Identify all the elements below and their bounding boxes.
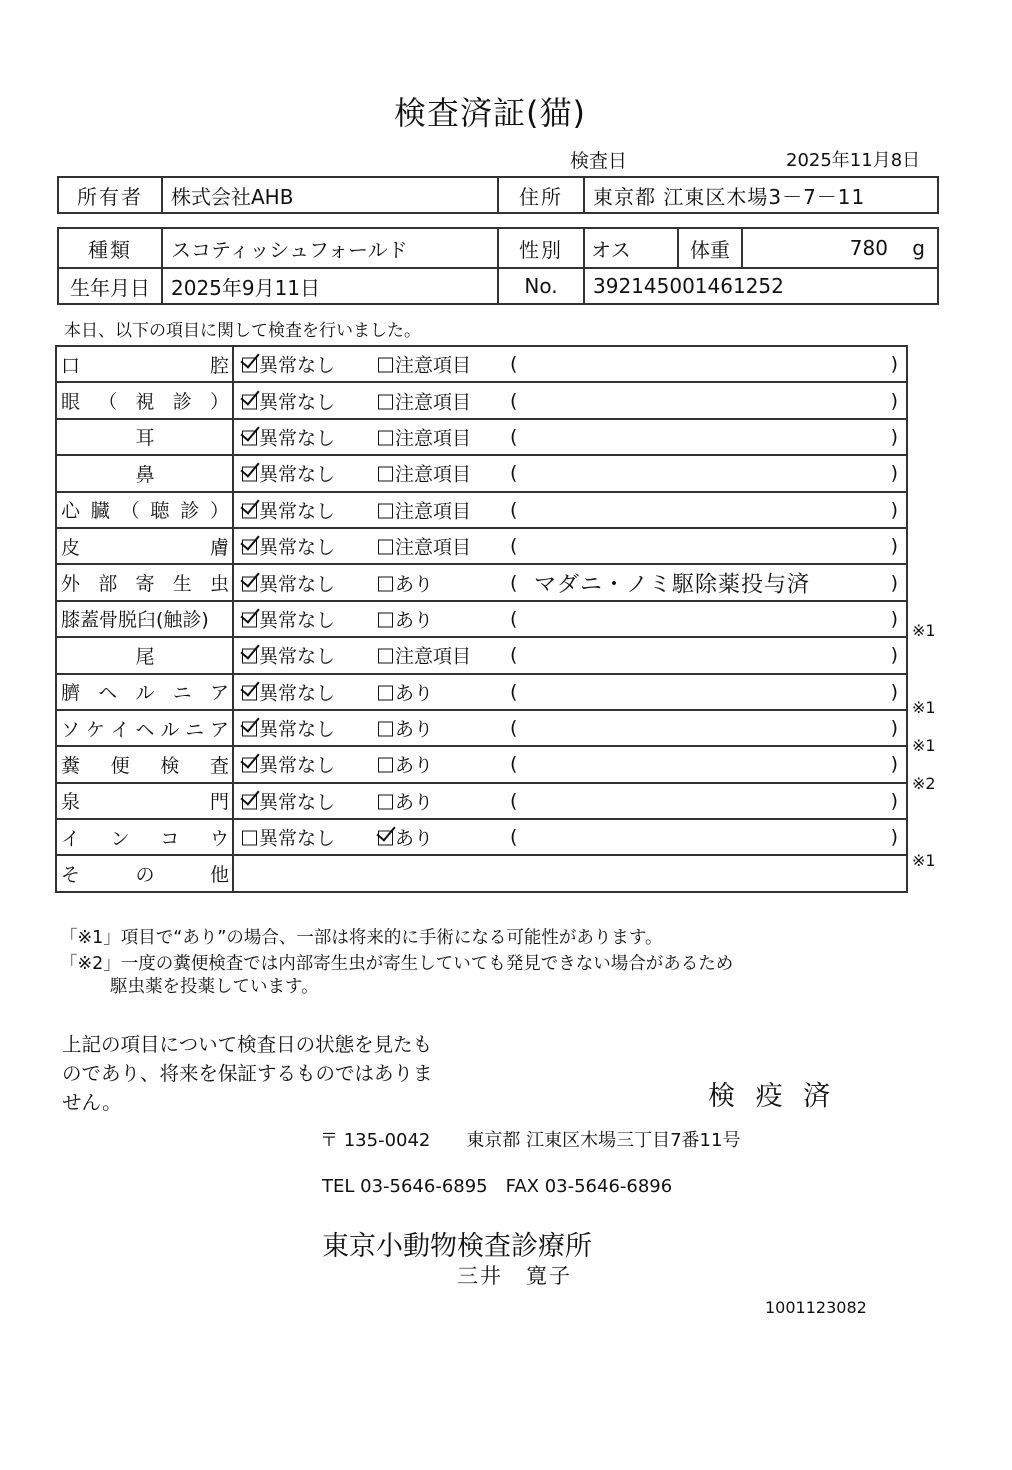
exam-item-char: 鼻	[135, 463, 155, 486]
checkbox-icon	[242, 831, 257, 846]
option-abnormal-label: 注意項目	[395, 500, 472, 523]
animal-table	[57, 227, 939, 305]
exam-item-char: ル	[135, 682, 155, 705]
exam-item-label	[56, 564, 233, 600]
exam-row	[56, 492, 907, 528]
footnote-2-line-1: 「※2」一度の糞便検査では内部寄生虫が寄生していても発見できない場合があるため	[60, 954, 734, 974]
exam-item-char: ル	[160, 718, 180, 741]
footnote-mark: ※1	[912, 736, 936, 755]
exam-item-char: 糞	[61, 754, 81, 777]
exam-item-char: 虫	[209, 573, 229, 596]
exam-item-label	[56, 528, 233, 564]
paren-open: (	[510, 826, 518, 849]
exam-result	[233, 819, 907, 855]
birth-value: 2025年9月11日	[162, 268, 498, 304]
option-abnormal-label: あり	[395, 754, 434, 777]
checkbox-icon	[378, 794, 393, 809]
option-normal-label: 異常なし	[259, 754, 336, 777]
option-normal	[242, 824, 335, 851]
exam-item-char: 口	[61, 354, 81, 377]
checkbox-icon	[242, 612, 257, 627]
exam-item-char: 部	[98, 573, 118, 596]
clinic-name: 東京小動物検査診療所	[322, 1231, 592, 1262]
exam-row	[56, 419, 907, 455]
exam-row	[56, 601, 907, 637]
exam-item-char: ニ	[172, 682, 192, 705]
checkbox-icon	[378, 467, 393, 482]
footnote-1: 「※1」項目で“あり”の場合、一部は将来的に手術になる可能性があります。	[60, 928, 663, 948]
option-normal-label: 異常なし	[259, 391, 336, 414]
option-normal	[242, 678, 335, 705]
breed-value: スコティッシュフォールド	[162, 228, 498, 268]
exam-item-label	[56, 637, 233, 673]
exam-row	[56, 746, 907, 782]
exam-item-char: ン	[110, 827, 130, 850]
exam-result	[233, 746, 907, 782]
checkbox-icon	[242, 685, 257, 700]
exam-item-char: 臍	[61, 682, 81, 705]
exam-item-char: 膝蓋骨脱臼(触診)	[61, 609, 209, 632]
option-abnormal-label: 注意項目	[395, 645, 472, 668]
exam-result	[233, 674, 907, 710]
option-abnormal	[378, 751, 433, 778]
option-abnormal	[378, 569, 433, 596]
exam-item-char: 検	[160, 754, 180, 777]
exam-item-label	[56, 492, 233, 528]
exam-item-char: 門	[209, 791, 229, 814]
checkbox-icon	[378, 722, 393, 737]
option-abnormal-label: 注意項目	[395, 536, 472, 559]
clinic-address: 〒 135-0042 東京都 江東区木場三丁目7番11号	[320, 1130, 741, 1151]
exam-item-char: 診	[172, 391, 192, 414]
exam-item-char: 泉	[61, 791, 81, 814]
option-abnormal-label: あり	[395, 609, 434, 632]
footnote-mark: ※1	[912, 850, 936, 870]
paren-close: )	[890, 680, 898, 703]
exam-item-char: ケ	[85, 718, 105, 741]
option-abnormal	[378, 787, 433, 814]
option-normal-label: 異常なし	[259, 791, 336, 814]
option-normal-label: 異常なし	[259, 718, 336, 741]
checkbox-icon	[378, 576, 393, 591]
option-normal	[242, 642, 335, 669]
checkbox-icon	[378, 540, 393, 555]
paren-open: (	[510, 425, 518, 448]
footnote-mark: ※1	[912, 697, 936, 717]
option-normal	[242, 715, 335, 742]
exam-result	[233, 783, 907, 819]
exam-item-char: 便	[110, 754, 130, 777]
exam-item-char: 皮	[61, 536, 81, 559]
exam-result	[233, 455, 907, 491]
exam-row	[56, 346, 907, 382]
exam-row	[56, 710, 907, 746]
paren-open: (	[510, 753, 518, 776]
exam-item-char: ヘ	[135, 718, 155, 741]
checkbox-icon	[242, 758, 257, 773]
exam-item-label	[56, 819, 233, 855]
option-abnormal-label: 注意項目	[395, 354, 472, 377]
intro-text: 本日、以下の項目に関して検査を行いました。	[64, 321, 421, 341]
option-normal	[242, 569, 335, 596]
exam-row	[56, 528, 907, 564]
exam-result	[233, 346, 907, 382]
option-normal	[242, 387, 335, 414]
checkbox-icon	[242, 430, 257, 445]
checkbox-icon	[378, 430, 393, 445]
checkbox-icon	[378, 612, 393, 627]
checkbox-icon	[242, 358, 257, 373]
breed-label: 種類	[58, 228, 162, 268]
exam-item-char: イ	[110, 718, 130, 741]
microchip-number: 392145001461252	[584, 268, 938, 304]
exam-item-char: ニ	[185, 718, 205, 741]
exam-result	[233, 528, 907, 564]
exam-result	[233, 564, 907, 600]
option-abnormal	[378, 387, 471, 414]
checkbox-icon	[378, 685, 393, 700]
paren-open: (	[510, 644, 518, 667]
option-normal-label: 異常なし	[259, 500, 336, 523]
document-number: 1001123082	[765, 1298, 867, 1317]
footnote-mark: ※1	[912, 621, 936, 641]
paren-close: )	[890, 753, 898, 776]
option-normal	[242, 496, 335, 523]
option-abnormal	[378, 351, 471, 378]
exam-item-label	[56, 710, 233, 746]
exam-item-char: ）	[209, 500, 229, 523]
exam-item-char: 腔	[209, 354, 229, 377]
paren-close: )	[890, 389, 898, 412]
option-normal	[242, 460, 335, 487]
checkbox-icon	[242, 649, 257, 664]
exam-item-char: 寄	[135, 573, 155, 596]
paren-close: )	[890, 571, 898, 594]
checkbox-icon	[242, 467, 257, 482]
exam-item-char: ）	[209, 391, 229, 414]
option-normal-label: 異常なし	[259, 463, 336, 486]
option-abnormal-label: 注意項目	[395, 463, 472, 486]
exam-item-char: 聴	[150, 500, 170, 523]
option-normal	[242, 605, 335, 632]
option-normal-label: 異常なし	[259, 827, 336, 850]
paren-close: )	[890, 644, 898, 667]
clinic-contact: TEL 03-5646-6895 FAX 03-5646-6896	[322, 1176, 673, 1197]
footnote-mark: ※2	[912, 774, 936, 794]
exam-item-char: イ	[61, 827, 81, 850]
other-notes	[233, 855, 907, 891]
paren-close: )	[890, 789, 898, 812]
exam-row-other	[56, 855, 907, 891]
exam-item-char: （	[98, 391, 118, 414]
option-abnormal-label: あり	[395, 827, 434, 850]
exam-result	[233, 637, 907, 673]
paren-open: (	[510, 498, 518, 521]
option-normal-label: 異常なし	[259, 427, 336, 450]
owner-table	[57, 176, 939, 214]
exam-item-char: （	[120, 500, 140, 523]
exam-result	[233, 601, 907, 637]
exam-item-char: 膚	[209, 536, 229, 559]
option-normal	[242, 351, 335, 378]
weight-label: 体重	[679, 229, 743, 267]
exam-result	[233, 419, 907, 455]
paren-open: (	[510, 607, 518, 630]
sex-label: 性別	[498, 228, 584, 268]
exam-item-char: 尾	[135, 645, 155, 668]
exam-date-label: 検査日	[570, 150, 628, 172]
exam-item-char: ア	[209, 718, 229, 741]
exam-result	[233, 382, 907, 418]
option-abnormal-label: あり	[395, 718, 434, 741]
exam-row	[56, 564, 907, 600]
checkbox-icon	[242, 503, 257, 518]
option-normal-label: 異常なし	[259, 609, 336, 632]
checkbox-icon	[242, 576, 257, 591]
checkbox-icon	[378, 358, 393, 373]
weight-value: 780	[849, 236, 888, 260]
exam-item-char: コ	[160, 827, 180, 850]
option-normal-label: 異常なし	[259, 354, 336, 377]
exam-item-label	[56, 674, 233, 710]
option-abnormal	[378, 496, 471, 523]
paren-open: (	[510, 389, 518, 412]
option-abnormal	[378, 423, 471, 450]
option-abnormal-label: あり	[395, 573, 434, 596]
option-abnormal	[378, 715, 433, 742]
option-normal	[242, 423, 335, 450]
option-abnormal-label: 注意項目	[395, 391, 472, 414]
exam-row	[56, 674, 907, 710]
paren-open: (	[510, 353, 518, 376]
option-abnormal	[378, 642, 471, 669]
checkbox-icon	[242, 540, 257, 555]
paren-close: )	[890, 425, 898, 448]
exam-item-char: ソ	[61, 718, 81, 741]
option-normal-label: 異常なし	[259, 536, 336, 559]
exam-item-char: 耳	[135, 427, 155, 450]
option-abnormal	[378, 678, 433, 705]
paren-open: (	[510, 462, 518, 485]
option-normal-label: 異常なし	[259, 573, 336, 596]
paren-close: )	[890, 717, 898, 740]
paren-close: )	[890, 535, 898, 558]
checkbox-icon	[378, 649, 393, 664]
exam-item-label	[56, 455, 233, 491]
exam-item-char: 眼	[61, 391, 81, 414]
exam-row	[56, 783, 907, 819]
checkbox-icon	[378, 503, 393, 518]
option-normal-label: 異常なし	[259, 682, 336, 705]
exam-item-char: 査	[209, 754, 229, 777]
exam-item-char: ウ	[209, 827, 229, 850]
exam-row	[56, 455, 907, 491]
checkbox-icon	[378, 394, 393, 409]
exam-item-label	[56, 783, 233, 819]
owner-label: 所有者	[58, 177, 162, 213]
option-normal	[242, 787, 335, 814]
option-abnormal	[378, 605, 433, 632]
exam-note: マダニ・ノミ駆除薬投与済	[534, 572, 811, 598]
veterinarian-name: 三井 寛子	[457, 1264, 572, 1288]
exam-item-char: ヘ	[98, 682, 118, 705]
exam-item-char: そ	[61, 864, 81, 887]
checkbox-icon	[242, 722, 257, 737]
option-normal-label: 異常なし	[259, 645, 336, 668]
no-label: No.	[498, 268, 584, 304]
exam-table	[55, 345, 908, 893]
checkbox-icon	[242, 794, 257, 809]
exam-date: 2025年11月8日	[786, 150, 921, 171]
weight-unit: g	[912, 236, 925, 260]
exam-item-label	[56, 382, 233, 418]
exam-item-label	[56, 346, 233, 382]
exam-item-char: 心	[61, 500, 81, 523]
paren-open: (	[510, 789, 518, 812]
checkbox-icon	[242, 394, 257, 409]
owner-value: 株式会社AHB	[162, 177, 498, 213]
address-label: 住所	[498, 177, 584, 213]
paren-open: (	[510, 535, 518, 558]
option-abnormal-label: あり	[395, 791, 434, 814]
paren-close: )	[890, 462, 898, 485]
paren-open: (	[510, 717, 518, 740]
paren-close: )	[890, 607, 898, 630]
exam-item-char: 生	[172, 573, 192, 596]
option-normal	[242, 751, 335, 778]
exam-row	[56, 382, 907, 418]
exam-result	[233, 710, 907, 746]
exam-item-char: ア	[209, 682, 229, 705]
paren-close: )	[890, 353, 898, 376]
checkbox-icon	[378, 831, 393, 846]
exam-item-label	[56, 855, 233, 891]
paren-close: )	[890, 498, 898, 521]
disclaimer: 上記の項目について検査日の状態を見たものであり、将来を保証するものではありません。	[62, 1033, 433, 1114]
option-abnormal	[378, 824, 433, 851]
exam-item-char: 診	[180, 500, 200, 523]
quarantine-stamp: 検 疫 済	[708, 1081, 837, 1112]
footnote-2-line-2: 駆虫薬を投薬しています。	[110, 977, 319, 997]
option-abnormal-label: 注意項目	[395, 427, 472, 450]
exam-row	[56, 637, 907, 673]
paren-open: (	[510, 680, 518, 703]
option-abnormal	[378, 533, 471, 560]
exam-item-label	[56, 746, 233, 782]
exam-row	[56, 819, 907, 855]
checkbox-icon	[378, 758, 393, 773]
exam-item-label	[56, 601, 233, 637]
exam-result	[233, 492, 907, 528]
exam-item-char: 外	[61, 573, 81, 596]
address-value: 東京都 江東区木場3－7－11	[584, 177, 938, 213]
sex-value: オス	[585, 229, 679, 267]
exam-item-char: 臓	[90, 500, 110, 523]
paren-open: (	[510, 571, 518, 594]
birth-label: 生年月日	[58, 268, 162, 304]
exam-item-char: 視	[135, 391, 155, 414]
option-normal	[242, 533, 335, 560]
exam-item-char: の	[135, 864, 155, 887]
exam-item-char: 他	[209, 864, 229, 887]
option-abnormal	[378, 460, 471, 487]
paren-close: )	[890, 826, 898, 849]
exam-item-label	[56, 419, 233, 455]
page-title: 検査済証(猫)	[394, 94, 586, 132]
option-abnormal-label: あり	[395, 682, 434, 705]
